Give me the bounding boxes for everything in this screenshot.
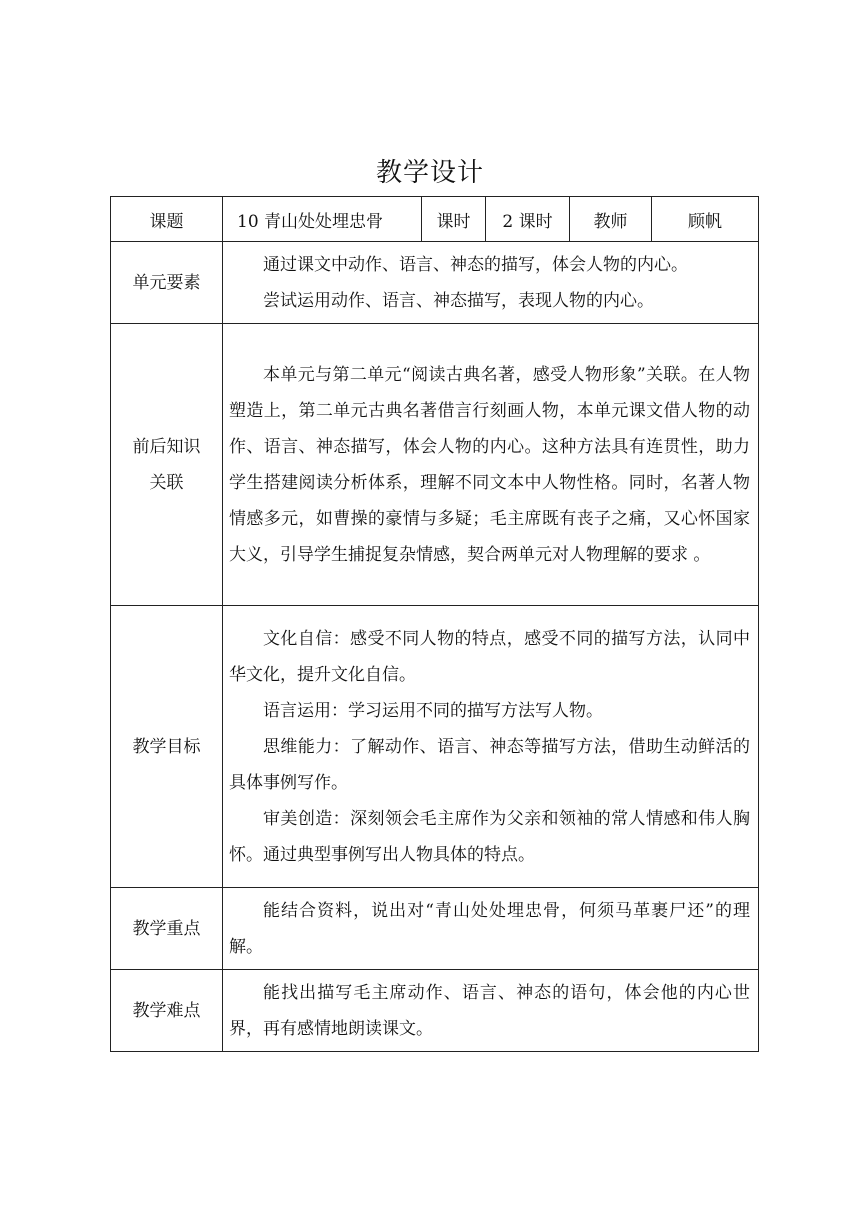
hours-label: 课时	[422, 197, 486, 242]
topic-label: 课题	[111, 197, 223, 242]
difficult-points-content	[223, 970, 759, 1052]
content-paragraph: 文化自信：感受不同人物的特点，感受不同的描写方法，认同中华文化，提升文化自信。	[229, 628, 750, 685]
key-points-label	[111, 888, 223, 970]
content-paragraph: 本单元与第二单元“阅读古典名著，感受人物形象”关联。在人物塑造上，第二单元古典名著借言行刻画人物，本单元课文借人物的动作、语言、神态描写，体会人物的内心。这种方法具有连贯性，助力学生搭建阅读分析体系，理解不同文本中人物性格。同时，名著人物情感多元，如曹操的豪情与多疑；毛主席既有丧子之痛，又心怀国家大义，引导学生捕捉复杂情感，契合两单元对人物理解的要求 。	[229, 364, 750, 565]
difficult-points-row	[111, 970, 759, 1052]
knowledge-link-label	[111, 324, 223, 606]
key-points-content	[223, 888, 759, 970]
topic-value: 10 青山处处埋忠骨	[223, 197, 422, 242]
knowledge-link-content	[223, 324, 759, 606]
teacher-label: 教师	[570, 197, 652, 242]
teacher-value: 顾帆	[652, 197, 759, 242]
row-label-line: 教学难点	[132, 1000, 201, 1021]
row-label-line: 前后知识	[132, 436, 201, 457]
teaching-goals-label	[111, 606, 223, 888]
knowledge-link-row	[111, 324, 759, 606]
content-paragraph: 通过课文中动作、语言、神态的描写，体会人物的内心。	[263, 254, 688, 275]
unit-elements-row	[111, 242, 759, 324]
difficult-points-label	[111, 970, 223, 1052]
row-label-line: 教学目标	[132, 736, 201, 757]
document-title: 教学设计	[375, 158, 484, 188]
key-points-row	[111, 888, 759, 970]
row-label-line: 教学重点	[132, 918, 201, 939]
header-row	[111, 197, 759, 242]
content-paragraph: 尝试运用动作、语言、神态描写，表现人物的内心。	[263, 290, 654, 311]
teaching-goals-content	[223, 606, 759, 888]
hours-value: 2 课时	[486, 197, 570, 242]
content-paragraph: 能结合资料，说出对“青山处处埋忠骨，何须马革裹尸还”的理解。	[229, 900, 750, 957]
content-paragraph: 审美创造：深刻领会毛主席作为父亲和领袖的常人情感和伟人胸怀。通过典型事例写出人物具体的特点。	[229, 808, 750, 865]
row-label-line: 关联	[149, 472, 184, 493]
content-paragraph: 思维能力：了解动作、语言、神态等描写方法，借助生动鲜活的具体事例写作。	[229, 736, 750, 793]
content-paragraph: 语言运用：学习运用不同的描写方法写人物。	[263, 700, 603, 721]
unit-elements-label	[111, 242, 223, 324]
content-paragraph: 能找出描写毛主席动作、语言、神态的语句，体会他的内心世界，再有感情地朗读课文。	[229, 982, 750, 1039]
unit-elements-content	[223, 242, 759, 324]
teaching-goals-row	[111, 606, 759, 888]
lesson-plan-table	[110, 196, 759, 1052]
row-label-line: 单元要素	[132, 272, 201, 293]
